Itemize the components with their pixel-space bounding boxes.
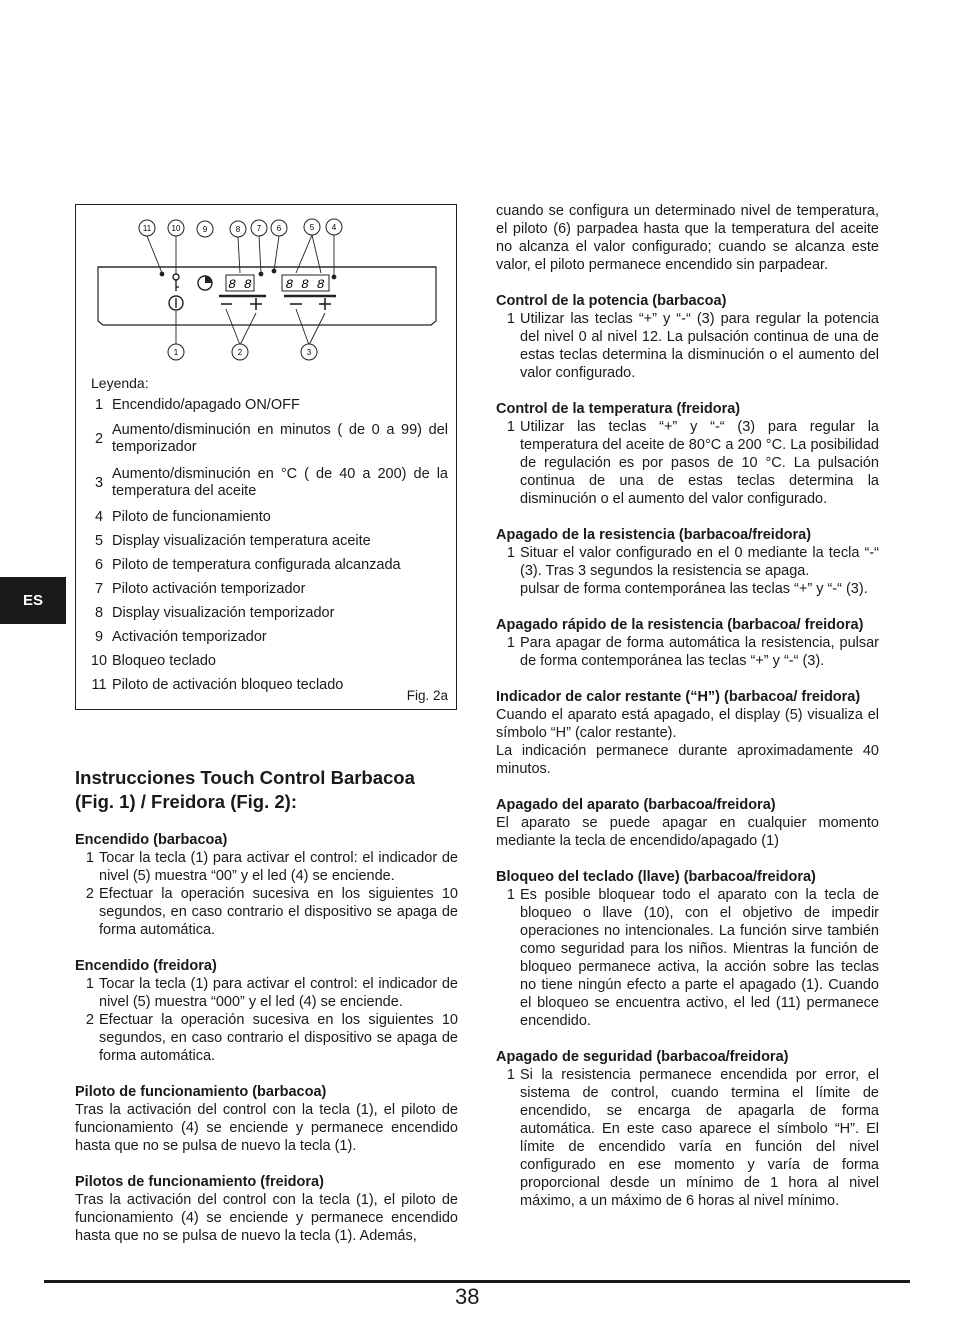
left-column xyxy=(75,831,458,1263)
key-icon xyxy=(173,274,179,291)
legend-text: Display visualización temperatura aceite xyxy=(112,532,371,549)
callout-10: 10 xyxy=(171,224,181,233)
callout-9: 9 xyxy=(202,225,208,234)
section-piloto-barbacoa: Piloto de funcionamiento (barbacoa) Tras la activación del control con la tecla (1), el piloto de funcionamiento (4) se enciende y permanece encendido hasta que no se pulsa de nuevo la tecla (1). xyxy=(75,1084,458,1154)
legend-text: Piloto de temperatura configurada alcanzada xyxy=(112,556,401,573)
legend-text: Piloto de activación bloqueo teclado xyxy=(112,676,344,693)
figure-label: Fig. 2a xyxy=(406,688,448,703)
legend-num: 11 xyxy=(91,676,107,693)
legend-text: Aumento/disminución en minutos ( de 0 a 99) del temporizador xyxy=(112,422,448,455)
section-bloqueo-teclado: Bloqueo del teclado (llave) (barbacoa/freidora) 1 Es posible bloquear todo el aparato con la tecla de bloqueo o llave (10), con el objetivo de impedir operaciones no intencionales. La función sirve también como seguridad para los niños. Mientras la función de bloqueo permanece activa, la acción sobre las teclas no tiene ningún efecto a parte el apagado (1). Cuando el bloqueo se encuentra activo, el led (11) permanece encendido. xyxy=(496,869,879,1029)
language-tab: ES xyxy=(0,577,66,624)
legend-num: 7 xyxy=(94,580,104,597)
timer-icon xyxy=(198,276,212,290)
callout-4: 4 xyxy=(331,223,337,232)
legend-num: 6 xyxy=(94,556,104,573)
legend-num: 2 xyxy=(94,430,104,447)
temp-plus-icon xyxy=(319,298,331,310)
legend-text: Encendido/apagado ON/OFF xyxy=(112,396,300,413)
callout-6: 6 xyxy=(276,224,282,233)
footer-rule xyxy=(44,1280,910,1283)
callout-5: 5 xyxy=(309,223,315,232)
section-potencia: Control de la potencia (barbacoa) 1 Utilizar las teclas “+” y “-“ (3) para regular la potencia del nivel 0 al nivel 12. La pulsación continua de una de estas teclas determina la disminución o el aumento del valor configurado. xyxy=(496,293,879,381)
legend-num: 10 xyxy=(90,652,108,669)
legend-text: Activación temporizador xyxy=(112,628,267,645)
callout-1: 1 xyxy=(173,348,179,357)
legend-title: Leyenda: xyxy=(91,375,149,391)
section-title: Piloto de funcionamiento (barbacoa) xyxy=(75,1084,327,1100)
section-title: Encendido (freidora) xyxy=(75,958,217,974)
temperature-display xyxy=(282,275,329,292)
legend-num: 4 xyxy=(94,508,104,525)
legend-text: Display visualización temporizador xyxy=(112,604,335,621)
section-apagado-seguridad: Apagado de seguridad (barbacoa/freidora) 1 Si la resistencia permanece encendida por error, el sistema de control, cuando termina el límite de encendido, se encarga de apagarla de forma automática. En este caso aparece el símbolo “H”. El límite de encendido varía en función del nivel configurado en ese momento y varía de forma proporcional desde un mínimo de 1 hora al nivel máximo, a un máximo de 6 horas al nivel mínimo. xyxy=(496,1049,879,1209)
callout-7: 7 xyxy=(256,224,262,233)
callout-2: 2 xyxy=(237,348,243,357)
section-pilotos-freidora: Pilotos de funcionamiento (freidora) Tras la activación del control con la tecla (1), el piloto de funcionamiento (4) se enciende y permanece encendido hasta que no se pulsa de nuevo la tecla (1). Además, xyxy=(75,1174,458,1244)
page-number: 38 xyxy=(455,1284,480,1309)
section-title: Encendido (barbacoa) xyxy=(75,832,228,848)
section-apagado-resistencia: Apagado de la resistencia (barbacoa/freidora) 1 Situar el valor configurado en el 0 mediante la tecla “-“ (3). Tras 3 segundos la resistencia se apaga. pulsar de forma contemporánea las teclas “+” y “-“ (3). xyxy=(496,527,879,597)
legend-num: 3 xyxy=(94,474,104,491)
section-encendido-barbacoa: Encendido (barbacoa) 1 Tocar la tecla (1) para activar el control: el indicador de nivel (5) muestra “00” y el led (4) se enciende. 2 Efectuar la operación sucesiva en los siguientes 10 segundos, en caso contrario el dispositivo se apaga de forma automática. xyxy=(75,832,458,938)
legend-list xyxy=(86,393,448,697)
section-heading: Instrucciones Touch Control Barbacoa (Fig. 1) / Freidora (Fig. 2): xyxy=(75,767,415,812)
section-apagado-aparato: Apagado del aparato (barbacoa/freidora) El aparato se puede apagar en cualquier momento mediante la tecla de encendido/apagado (1) xyxy=(496,797,879,849)
legend-text: Piloto de funcionamiento xyxy=(112,508,271,525)
legend-text: Piloto activación temporizador xyxy=(112,580,306,597)
callouts-bottom xyxy=(168,344,317,360)
legend-num: 9 xyxy=(94,628,104,645)
legend-num: 5 xyxy=(94,532,104,549)
section-apagado-rapido: Apagado rápido de la resistencia (barbacoa/ freidora) 1 Para apagar de forma automática la resistencia, pulsar de forma contemporánea las teclas “+” y “-“ (3). xyxy=(496,617,879,669)
callouts-top xyxy=(139,219,342,237)
timer-plus-icon xyxy=(250,298,262,310)
legend-text: Bloqueo teclado xyxy=(112,652,216,669)
control-panel-diagram xyxy=(76,205,458,375)
svg-text:8 8 8: 8 8 8 xyxy=(285,277,325,292)
right-column xyxy=(496,202,879,1228)
section-calor-restante: Indicador de calor restante (“H”) (barbacoa/ freidora) Cuando el aparato está apagado, el display (5) visualiza el símbolo “H” (calor restante). La indicación permanece durante aproximadamente 40 minutos. xyxy=(496,689,879,777)
legend-num: 1 xyxy=(94,396,104,413)
power-icon xyxy=(169,296,183,310)
legend-num: 8 xyxy=(94,604,104,621)
intro-paragraph: cuando se configura un determinado nivel de temperatura, el piloto (6) parpadea hasta que la temperatura del aceite no alcanza el valor configurado; cuando se alcanza este valor, el piloto permanece encendido sin parpadear. xyxy=(496,203,879,273)
section-temperatura: Control de la temperatura (freidora) 1 Utilizar las teclas “+” y “-“ (3) para regular la temperatura del aceite de 80°C a 200 °C. La posibilidad de regulación es por pasos de 10 °C. La pulsación continua de una de estas teclas determina la disminución o el aumento del valor configurado. xyxy=(496,401,879,507)
timer-display xyxy=(226,275,254,292)
callout-8: 8 xyxy=(235,225,241,234)
legend-text: Aumento/disminución en °C ( de 40 a 200) de la temperatura del aceite xyxy=(112,466,448,499)
figure-2a xyxy=(75,204,457,710)
callout-11: 11 xyxy=(142,224,152,233)
callout-3: 3 xyxy=(306,348,312,357)
svg-text:8 8: 8 8 xyxy=(228,277,252,292)
section-encendido-freidora: Encendido (freidora) 1 Tocar la tecla (1) para activar el control: el indicador de nivel (5) muestra “000” y el led (4) se enciende. 2 Efectuar la operación sucesiva en los siguientes 10 segundos, en caso contrario el dispositivo se apaga de forma automática. xyxy=(75,958,458,1064)
section-title: Pilotos de funcionamiento (freidora) xyxy=(75,1174,324,1190)
